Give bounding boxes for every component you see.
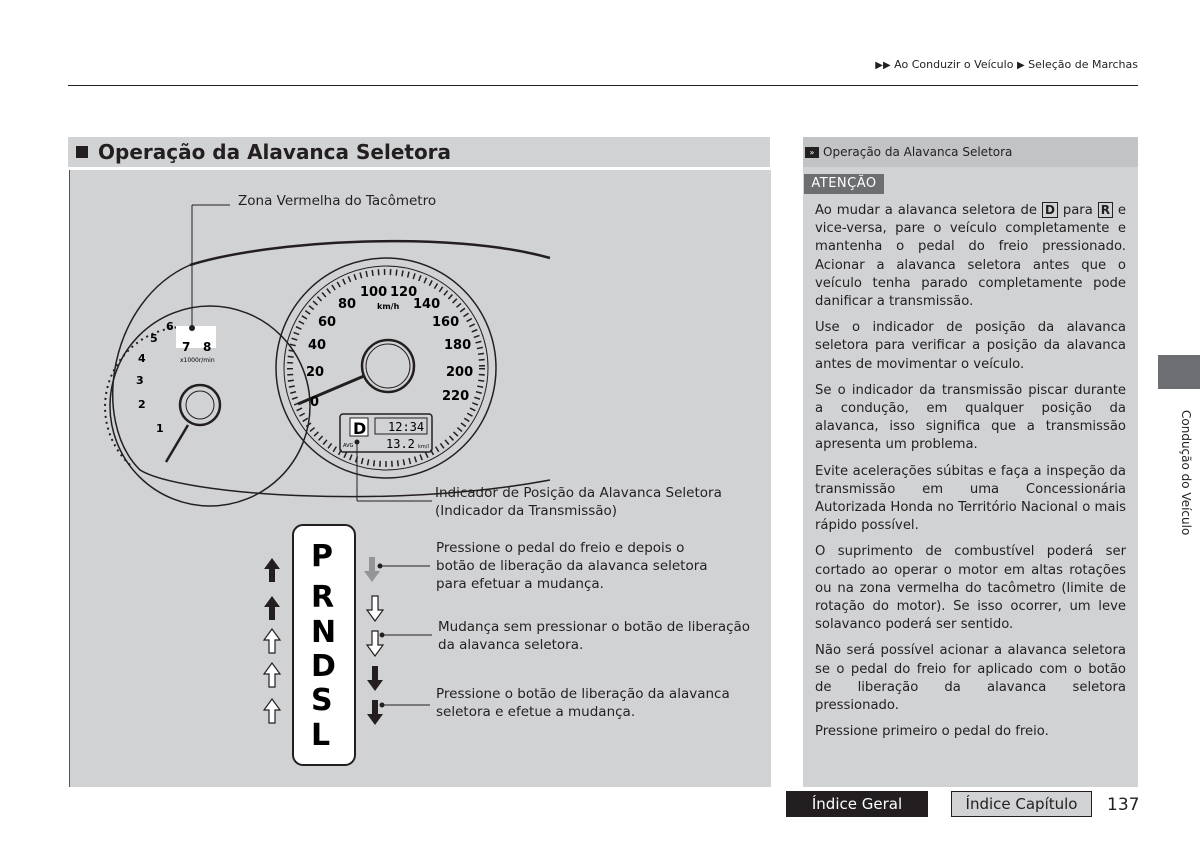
- header-rule: [68, 85, 1138, 86]
- callout-line: botão de liberação da alavanca seletora: [436, 558, 708, 574]
- gear-letter-p: P: [311, 539, 333, 574]
- sidebar-paragraph: Se o indicador da transmissão piscar durante a condução, em qualquer posição da alavanca, isso significa que a transmissão apresenta um problema.: [815, 382, 1126, 453]
- key-d-icon: D: [1042, 202, 1058, 218]
- consumption-unit: km/l: [418, 444, 429, 450]
- gear-letter-n: N: [311, 615, 337, 650]
- index-general-button[interactable]: Índice Geral: [786, 791, 928, 817]
- sidebar-paragraph: Evite acelerações súbitas e faça a inspeção da transmissão em uma Concessionária Autorizada Honda no Território Nacional o mais rápido possível.: [815, 463, 1126, 534]
- tach-number: 7: [182, 340, 191, 354]
- up-arrow-solid-icon: [264, 558, 280, 582]
- breadcrumb: [875, 58, 1138, 71]
- clock-readout: 12:34: [388, 420, 425, 434]
- down-arrow-outline-icon: [367, 596, 383, 621]
- gear-letter-r: R: [311, 580, 335, 615]
- callout-line: Pressione o pedal do freio e depois o: [436, 540, 685, 556]
- gear-position-indicator: D: [353, 419, 367, 438]
- cluster-hood-outline: [190, 241, 550, 265]
- tachometer: [105, 205, 310, 506]
- speed-unit: km/h: [377, 302, 400, 311]
- speed-number: 100: [360, 285, 388, 300]
- callout-release-button: [436, 685, 730, 721]
- up-arrow-solid-icon: [264, 596, 280, 620]
- sidebar-body: [815, 202, 1126, 749]
- callout-line: Mudança sem pressionar o botão de liberação: [438, 619, 751, 635]
- speed-number: 200: [446, 365, 474, 380]
- sidebar-paragraph: O suprimento de combustível poderá ser cortado ao operar o motor em altas rotações ou na zona vermelha do tacômetro (limite de rotação do motor). Se isso ocorrer, um leve solavanco poderá ser sentido.: [815, 544, 1126, 633]
- index-chapter-button[interactable]: Índice Capítulo: [951, 791, 1092, 817]
- callout-brake-release: [436, 539, 708, 593]
- sidebar-notes: [803, 137, 1138, 787]
- speed-number: 0: [310, 395, 320, 410]
- tach-number: 5: [150, 332, 158, 345]
- speed-number: 180: [444, 338, 472, 353]
- callout-line: seletora e efetue a mudança.: [436, 704, 636, 720]
- gear-letter-d: D: [311, 649, 336, 684]
- tach-number: 2: [138, 398, 146, 411]
- sidebar-paragraph: Não será possível acionar a alavanca seletora se o pedal do freio for aplicado com o botão de liberação da alavanca seletora pressionado.: [815, 643, 1126, 714]
- speedometer: [276, 258, 496, 501]
- tach-number: 6: [166, 320, 174, 333]
- indicator-label-line: Indicador de Posição da Alavanca Seletora: [435, 485, 722, 501]
- page-number: 137: [1107, 795, 1140, 815]
- gear-selector-diagram: [264, 525, 432, 765]
- double-triangle-icon: ▶▶: [875, 60, 891, 71]
- sidebar-paragraph: Pressione primeiro o pedal do freio.: [815, 724, 1049, 740]
- tach-number: 8: [203, 340, 212, 354]
- sidebar-paragraph: Ao mudar a alavanca seletora de D para R e vice-versa, pare o veículo completamente e mantenha o pedal do freio pressionado. Acionar a alavanca seletora antes que o veículo tenha parado completamente pode danificar a transmissão.: [815, 203, 1127, 310]
- up-arrow-outline-icon: [264, 663, 280, 687]
- redzone-label: Zona Vermelha do Tacômetro: [238, 193, 437, 209]
- speed-number: 220: [442, 389, 470, 404]
- down-arrow-gray-icon: [364, 557, 380, 582]
- breadcrumb-section[interactable]: Ao Conduzir o Veículo: [894, 58, 1014, 71]
- avg-label: AVG: [343, 443, 354, 449]
- section-title: Operação da Alavanca Seletora: [98, 140, 452, 164]
- key-r-icon: R: [1098, 202, 1113, 218]
- down-arrow-solid-icon: [367, 666, 383, 691]
- breadcrumb-topic[interactable]: Seleção de Marchas: [1028, 58, 1138, 71]
- figure-panel: [69, 170, 771, 787]
- chapter-tab[interactable]: [1158, 355, 1200, 389]
- tach-number: 4: [138, 352, 146, 365]
- cluster-body-outline: [113, 265, 550, 497]
- speed-number: 160: [432, 315, 460, 330]
- gear-letter-s: S: [311, 683, 333, 718]
- section-heading: [68, 137, 770, 167]
- speed-number: 60: [318, 315, 337, 330]
- tach-number: 1: [156, 422, 164, 435]
- indicator-label-line: (Indicador da Transmissão): [435, 503, 618, 519]
- indicator-label: [435, 484, 722, 520]
- gear-letter-l: L: [311, 718, 331, 753]
- sidebar-paragraph: Use o indicador de posição da alavanca seletora para verificar a posição da alavanca antes de movimentar o veículo.: [815, 320, 1126, 372]
- attention-badge: ATENÇÃO: [804, 174, 884, 194]
- speed-number: 40: [308, 338, 327, 353]
- consumption-readout: 13.2: [386, 437, 415, 451]
- tach-unit: x1000r/min: [180, 357, 215, 364]
- speed-number: 80: [338, 297, 357, 312]
- callout-free-shift: [438, 618, 750, 654]
- callout-line: para efetuar a mudança.: [436, 576, 604, 592]
- callout-line: Pressione o botão de liberação da alavanca: [436, 686, 730, 702]
- sidebar-header-label[interactable]: Operação da Alavanca Seletora: [823, 145, 1013, 159]
- tach-number: 3: [136, 374, 144, 387]
- square-bullet-icon: [76, 146, 88, 158]
- speed-number: 140: [413, 297, 441, 312]
- speed-number: 120: [390, 285, 418, 300]
- up-arrow-outline-icon: [264, 629, 280, 653]
- sidebar-header: [803, 137, 1138, 167]
- speed-number: 20: [306, 365, 325, 380]
- up-arrow-outline-icon: [264, 699, 280, 723]
- triangle-right-icon: ▶: [1016, 60, 1025, 71]
- double-chevron-right-icon: »: [805, 147, 819, 158]
- callout-line: da alavanca seletora.: [438, 637, 584, 653]
- chapter-label[interactable]: Condução do Veículo: [1179, 410, 1193, 536]
